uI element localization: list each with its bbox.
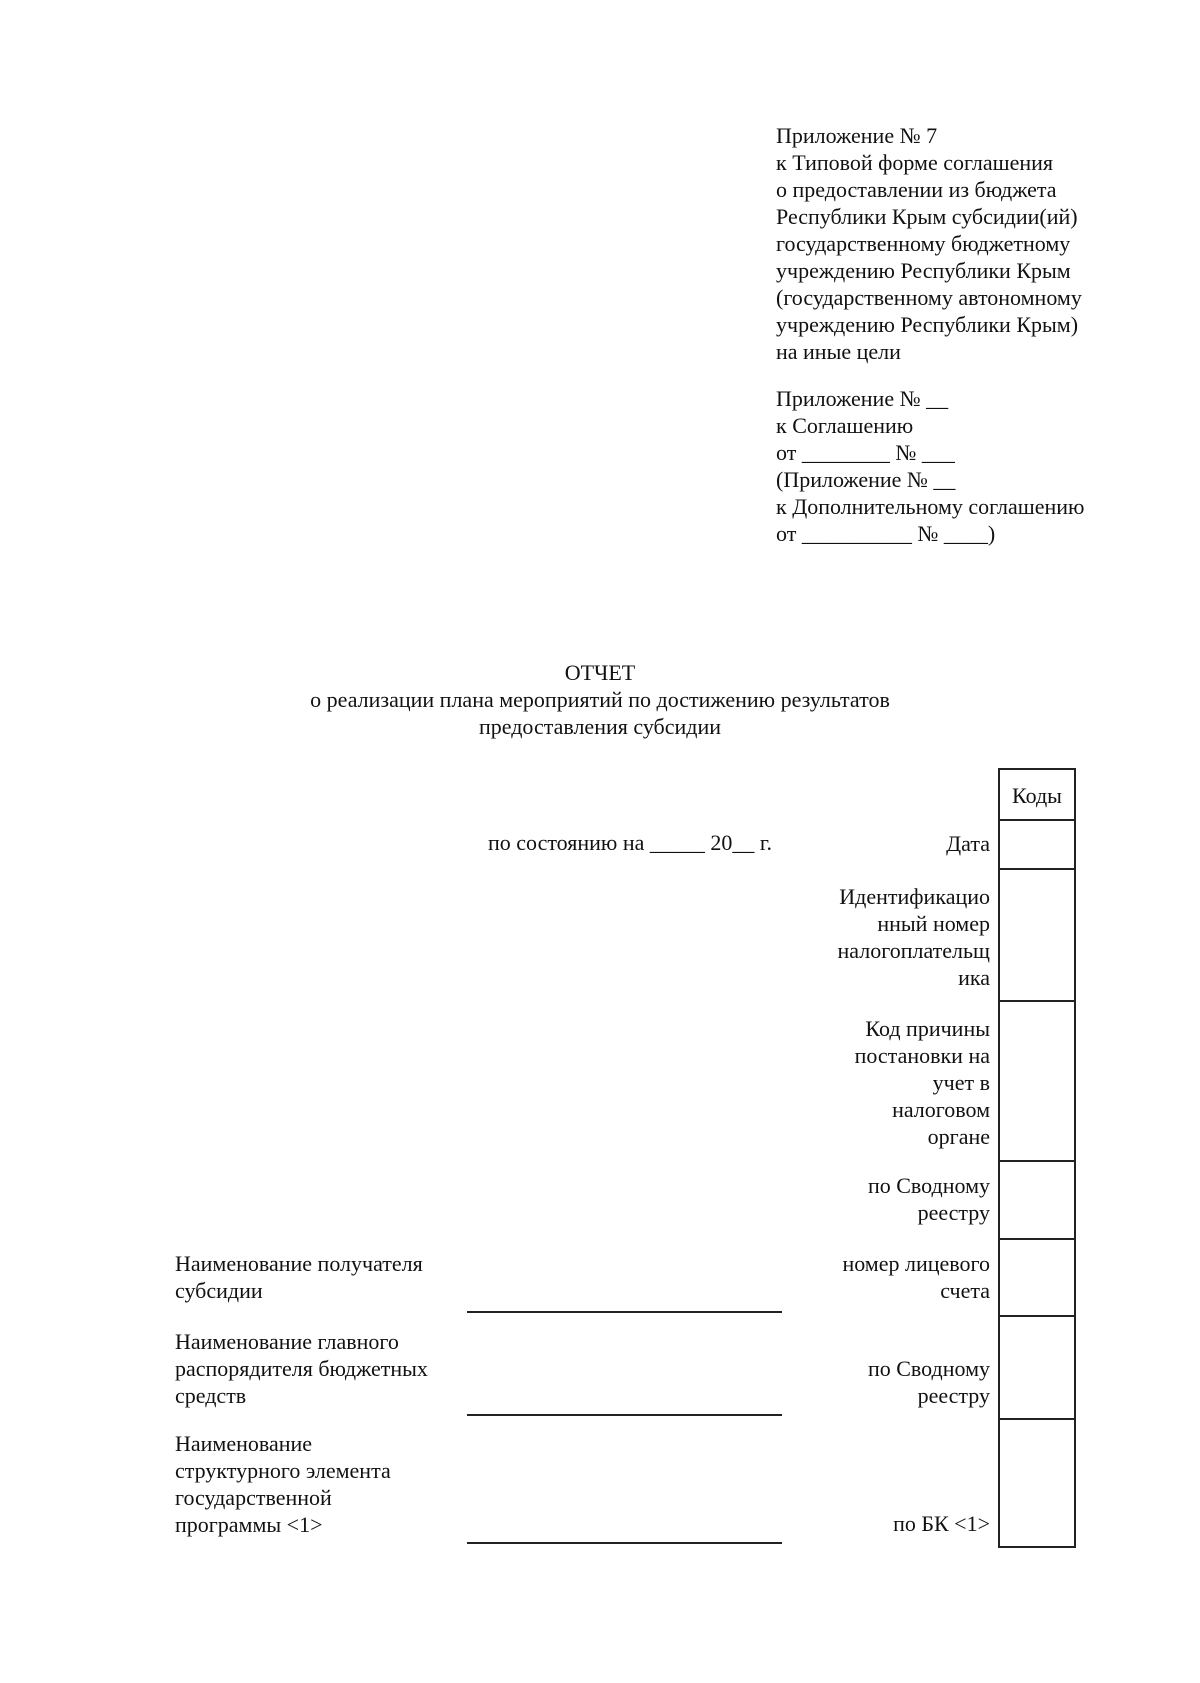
left-label-line: Наименование получателя (175, 1251, 423, 1276)
code-label-line: номер лицевого (842, 1251, 990, 1276)
code-label-bk (893, 1510, 990, 1537)
code-cell-register-1[interactable] (998, 1160, 1076, 1238)
recipient-name-label (175, 1250, 475, 1304)
appendix-header (776, 122, 1156, 365)
left-label-line: структурного элемента (175, 1458, 391, 1483)
code-cell-account[interactable] (998, 1238, 1076, 1315)
code-cell-date[interactable] (998, 819, 1076, 868)
code-label-account (842, 1250, 990, 1304)
agreement-line: Приложение № __ (776, 386, 949, 411)
codes-header: Коды (998, 768, 1076, 819)
appendix-line: на иные цели (776, 339, 901, 364)
appendix-line: (государственному автономному (776, 285, 1082, 310)
recipient-name-input-line[interactable] (467, 1311, 782, 1313)
appendix-line: к Типовой форме соглашения (776, 150, 1054, 175)
chief-manager-input-line[interactable] (467, 1414, 782, 1416)
report-subtitle: предоставления субсидии (478, 714, 722, 739)
appendix-line: о предоставлении из бюджета (776, 177, 1057, 202)
appendix-line: учреждению Республики Крым (776, 258, 1071, 283)
left-label-line: средств (175, 1383, 247, 1408)
code-label-kpp (855, 1015, 990, 1150)
agreement-line: от __________ № ____) (776, 521, 996, 546)
code-label-register-1 (868, 1172, 990, 1226)
code-label-line: нный номер (877, 911, 990, 936)
code-cell-kpp[interactable] (998, 1000, 1076, 1160)
code-label-line: Идентификацио (839, 884, 990, 909)
appendix-line: Республики Крым субсидии(ий) (776, 204, 1078, 229)
appendix-line: Приложение № 7 (776, 123, 938, 148)
code-label-line: счета (940, 1278, 990, 1303)
left-label-line: Наименование (175, 1431, 313, 1456)
left-label-line: Наименование главного (175, 1329, 399, 1354)
left-label-line: государственной (175, 1485, 332, 1510)
code-label-line: реестру (917, 1383, 990, 1408)
code-label-line: по Сводному (867, 1356, 990, 1381)
code-label-line: Дата (946, 831, 990, 856)
code-label-line: учет в (932, 1070, 990, 1095)
as-of-date-line: по состоянию на _____ 20__ г. (488, 830, 772, 855)
agreement-line: к Дополнительному соглашению (776, 494, 1085, 519)
appendix-line: государственному бюджетному (776, 231, 1071, 256)
left-label-line: распорядителя бюджетных (175, 1356, 428, 1381)
code-label-line: реестру (917, 1200, 990, 1225)
code-label-line: налоговом (892, 1097, 990, 1122)
code-label-line: ика (958, 965, 990, 990)
program-element-label (175, 1430, 475, 1538)
report-title: ОТЧЕТ (564, 660, 636, 685)
code-label-line: по Сводному (867, 1173, 990, 1198)
program-element-input-line[interactable] (467, 1542, 782, 1544)
code-cell-inn[interactable] (998, 868, 1076, 1000)
chief-manager-label (175, 1328, 475, 1409)
code-label-line: по БК <1> (893, 1511, 990, 1536)
code-label-line: Код причины (865, 1016, 990, 1041)
appendix-line: учреждению Республики Крым) (776, 312, 1079, 337)
code-cell-register-2[interactable] (998, 1315, 1076, 1418)
code-cell-bk[interactable] (998, 1418, 1076, 1548)
code-label-line: налогоплательщ (837, 938, 990, 963)
left-label-line: субсидии (175, 1278, 263, 1303)
code-label-date (946, 830, 990, 857)
code-label-register-2 (868, 1355, 990, 1409)
code-label-inn (838, 883, 990, 991)
code-label-line: постановки на (854, 1043, 990, 1068)
agreement-line: (Приложение № __ (776, 467, 956, 492)
code-label-line: органе (927, 1124, 990, 1149)
agreement-reference (776, 385, 1156, 547)
left-label-line: программы <1> (175, 1512, 323, 1537)
agreement-line: к Соглашению (776, 413, 914, 438)
agreement-line: от ________ № ___ (776, 440, 955, 465)
report-title-block (0, 659, 1200, 740)
report-subtitle: о реализации плана мероприятий по достижению результатов (310, 687, 890, 712)
